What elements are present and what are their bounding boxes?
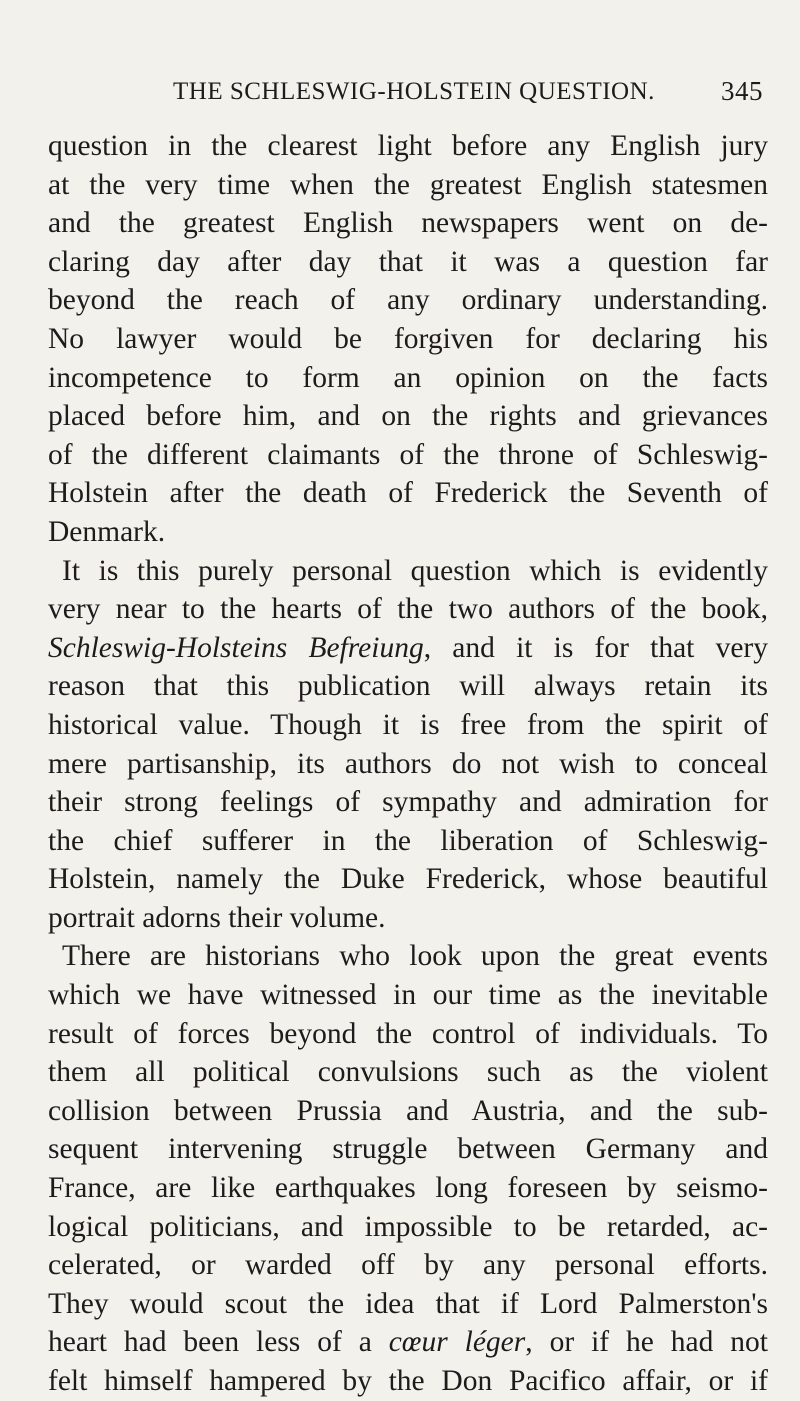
line-text: question in the clearest light before any English jury [48,130,768,162]
line-text: There are historians who look upon the great events [62,940,768,973]
line-text: sequent intervening struggle between Germany and [48,1133,768,1166]
text-line [48,629,768,668]
text-line [48,1246,768,1285]
line-text: collision between Prussia and Austria, and the sub- [48,1094,768,1127]
line-text: which we have witnessed in our time as the inevitable [48,979,768,1012]
line-text: logical politicians, and impossible to be retarded, ac- [48,1210,768,1243]
line-text: Holstein, namely the Duke Frederick, whose beautiful [48,863,768,896]
line-text: beyond the reach of any ordinary understanding. [48,284,768,317]
text-line [48,1130,768,1169]
text-line [48,822,768,861]
text-line [48,590,768,629]
text-line [48,1362,768,1401]
line-text: at the very time when the greatest English statesmen [48,168,768,201]
line-text: result of forces beyond the control of individuals. To [48,1017,768,1050]
line-text: claring day after day that it was a question far [48,245,768,278]
line-text: historical value. Though it is free from the spirit of [48,708,768,741]
line-text: France, are like earthquakes long foreseen by seismo- [48,1172,768,1205]
text-line [48,513,768,552]
text-line [48,783,768,822]
text-line [48,899,768,938]
text-line [48,474,768,513]
line-text: It is this purely personal question which is evidently [62,554,768,587]
line-text: the chief sufferer in the liberation of Schleswig- [48,824,768,857]
running-title: THE SCHLESWIG-HOLSTEIN QUESTION. [173,78,655,105]
line-text: , or if he had not [525,1326,768,1359]
body-text [48,127,768,1401]
text-line [48,166,768,205]
line-text: very near to the hearts of the two authors of the book, [48,593,768,626]
text-line [48,320,768,359]
italic-text: Schleswig-Holsteins Befreiung [48,631,424,664]
line-text: mere partisanship, its authors do not wish to conceal [48,747,768,780]
text-line [48,1053,768,1092]
italic-text: cœur léger [388,1326,526,1359]
line-text: , and it is for that very [423,631,768,664]
text-line [48,436,768,475]
text-line [48,976,768,1015]
line-text: of the different claimants of the throne of Schleswig- [48,438,768,471]
text-line [48,359,768,398]
text-line [48,745,768,784]
line-text: them all political convulsions such as the violent [48,1056,768,1089]
line-text: portrait adorns their volume. [48,901,386,934]
page-number: 345 [721,76,763,106]
text-line [48,1285,768,1324]
text-line [48,1169,768,1208]
text-line [48,1092,768,1131]
line-text: and the greatest English newspapers went on de- [48,207,768,240]
text-line [48,204,768,243]
text-line [48,667,768,706]
line-text: reason that this publication will always retain its [48,670,768,703]
text-line [48,397,768,436]
running-head [173,78,763,118]
line-text: Denmark. [48,515,166,548]
text-line [48,706,768,745]
text-line [48,1015,768,1054]
line-text: They would scout the idea that if Lord Palmerston's [48,1287,768,1320]
text-line [48,860,768,899]
text-line [48,552,768,591]
line-text: placed before him, and on the rights and grievances [48,400,768,433]
line-text: heart had been less of a [48,1326,389,1359]
line-text: their strong feelings of sympathy and admiration for [48,786,768,819]
line-text: celerated, or warded off by any personal efforts. [48,1249,768,1282]
text-line [48,127,768,166]
line-text: felt himself hampered by the Don Pacifico affair, or if [48,1365,768,1397]
text-line [48,1323,768,1362]
text-line [48,1208,768,1247]
text-line [48,243,768,282]
line-text: Holstein after the death of Frederick the Seventh of [48,477,768,510]
line-text: No lawyer would be forgiven for declaring his [48,322,768,355]
text-line [48,281,768,320]
line-text: incompetence to form an opinion on the facts [48,361,768,394]
text-line [48,937,768,976]
